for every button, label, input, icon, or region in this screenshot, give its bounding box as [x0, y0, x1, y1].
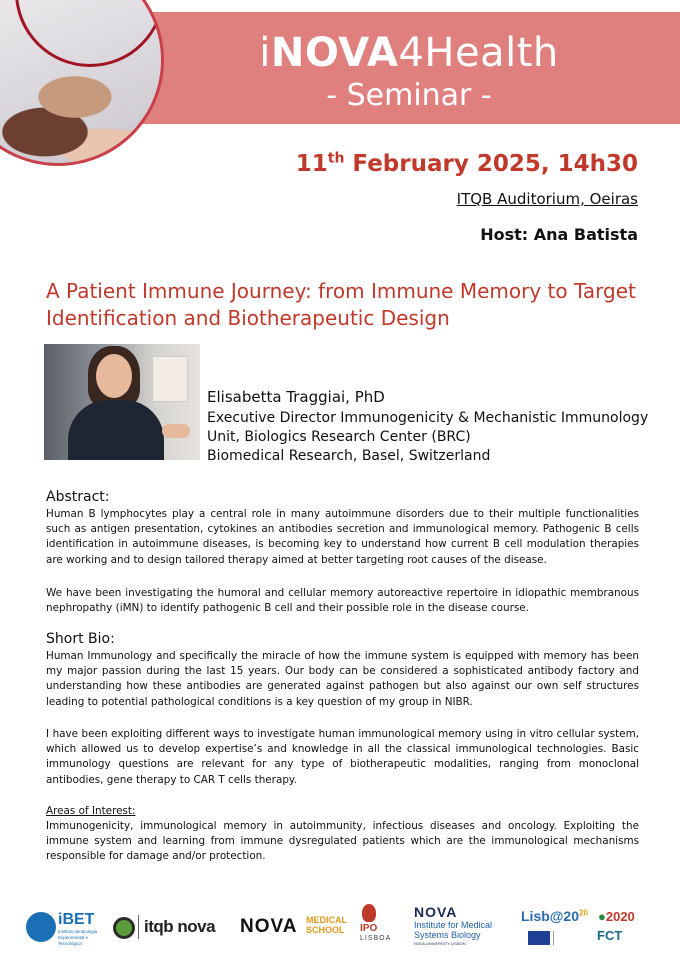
speaker-photo	[44, 344, 200, 460]
nova-logo: NOVA	[240, 916, 298, 937]
ibet-subtitle: Instituto de Biologia Experimental e Tecnológica	[58, 929, 98, 946]
header-banner	[98, 12, 680, 124]
speaker-hand	[162, 424, 190, 438]
ibet-logo-icon	[26, 912, 56, 942]
eu-flag-icon	[528, 931, 550, 945]
ibet-logo: iBET	[58, 911, 95, 928]
speaker-face	[96, 354, 132, 398]
bio-heading: Short Bio:	[46, 631, 115, 647]
bio-paragraph-1: Human Immunology and specifically the miracle of how the immune system is equipped with memory has been my major passion during the last 15 years. Our body can be considered a sophisticated antibody factory and understanding how these antibodies are generated against pathogen but also against our own self structures leading to potential pathological conditions is a key question of my group in NIBR.	[46, 650, 639, 708]
bio-paragraph-2: I have been exploiting different ways to investigate human immunological memory using in vitro cellular system, which allowed us to develop expertise’s and knowledge in all the classical immunological technologies. Basic immunology questions are relevant for any type of biotherapeutic modalities, ranging from monoclonal antibodies, gene therapy to CAR T cells therapy.	[46, 728, 639, 786]
speaker-body	[68, 400, 164, 460]
abstract-paragraph-2: We have been investigating the humoral and cellular memory autoreactive repertoire in idiopathic membranous nephropathy (iMN) to identify pathogenic B cell and their possible role in the disease course.	[46, 587, 639, 615]
eu-fund-text	[553, 931, 591, 945]
event-date: 11th February 2025, 14h30	[295, 150, 638, 177]
nova-imsb-logo: NOVA	[414, 904, 458, 920]
partner-logos	[0, 900, 680, 961]
medical-school-logo: MEDICAL SCHOOL	[306, 915, 347, 935]
speaker-affiliation-line2: Unit, Biologics Research Center (BRC)	[207, 429, 471, 445]
ipo-logo-icon	[362, 904, 376, 922]
abstract-paragraph-1: Human B lymphocytes play a central role in many autoimmune disorders due to their multiple functionalities such as antigen presentation, cytokines an antibodies secretion and immunological memory. Pathogenic B cells identification in autoimmune diseases, is becoming key to understand how current B cell modulation therapies are working and to design tailored therapy aimed at better targeting root causes of the disease.	[46, 508, 639, 566]
itqb-logo-icon	[113, 917, 135, 939]
speaker-affiliation-line3: Biomedical Research, Basel, Switzerland	[207, 448, 491, 464]
speaker-name: Elisabetta Traggiai, PhD	[207, 388, 385, 406]
fct-logo: FCT	[597, 928, 623, 943]
event-location[interactable]: ITQB Auditorium, Oeiras	[456, 190, 638, 208]
imsb-university: NOVA UNIVERSITY LISBON	[414, 941, 466, 946]
background-board	[152, 356, 188, 402]
talk-title: A Patient Immune Journey: from Immune Memory to Target Identification and Biotherapeutic Design	[46, 279, 636, 330]
areas-of-interest-text: Immunogenicity, immunological memory in autoimmunity, infectious diseases and oncology. Exploiting the immune system and learning from immune dysregulated patients which are the immunological mechanisms responsible for damage and/or protection.	[46, 820, 639, 863]
ipo-subtitle: LISBOA	[360, 935, 392, 942]
abstract-heading: Abstract:	[46, 489, 110, 505]
iv-tube-graphic	[15, 0, 164, 67]
areas-of-interest-heading: Areas of Interest:	[46, 805, 136, 817]
program-title: iNOVA4Health	[259, 30, 559, 76]
ipo-logo: IPO	[360, 923, 378, 934]
lisboa2020-logo: $Lisb@20^{20}$	[521, 908, 588, 924]
seminar-subtitle: - Seminar -	[326, 78, 492, 113]
imsb-logo-text: Institute for Medical Systems Biology	[414, 920, 493, 940]
speaker-info	[207, 388, 648, 466]
itqb-logo: itqb nova	[144, 917, 216, 936]
event-host: Host: Ana Batista	[480, 225, 638, 244]
speaker-affiliation-line1: Executive Director Immunogenicity & Mechanistic Immunology	[207, 410, 649, 426]
portugal2020-logo: ●2020	[598, 909, 635, 924]
itqb-divider	[138, 915, 139, 939]
hands-photo	[0, 0, 164, 166]
